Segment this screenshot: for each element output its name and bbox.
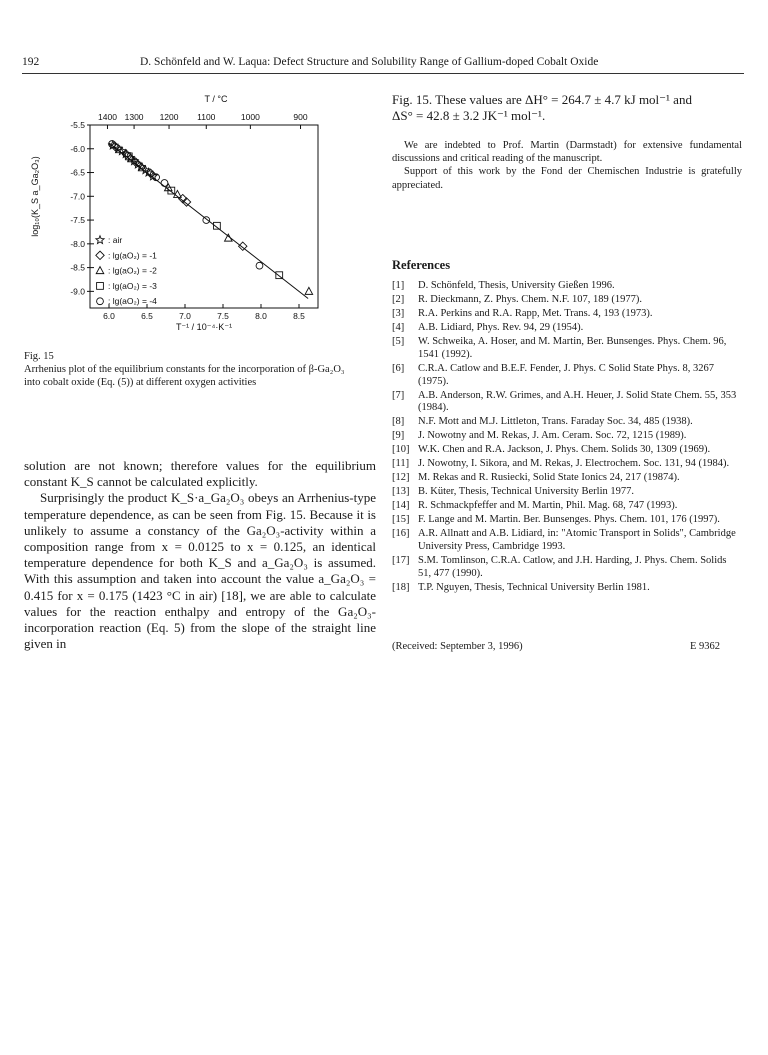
reference-number: [10] [392,444,410,456]
reference-number: [7] [392,389,405,401]
reference-text: W. Schweika, A. Hoser, and M. Martin, Ber. Bunsenges. Phys. Chem. 96, 1541 (1992). [418,335,727,360]
reference-text: T.P. Nguyen, Thesis, Technical University Berlin 1981. [418,581,650,593]
x-tick-label: 6.0 [103,311,115,321]
y-tick-label: -8.5 [70,262,85,273]
y-tick-label: -7.0 [70,191,85,202]
reference-item [392,444,742,457]
reference-number: [11] [392,458,410,470]
figure-caption: Arrhenius plot of the equilibrium constants for the incorporation of β-Ga₂O₃ into cobalt oxide (Eq. (5)) at different oxygen activities [24,364,345,388]
reference-text: F. Lange and M. Martin. Ber. Bunsenges. Phys. Chem. 101, 176 (1997). [418,514,720,526]
data-point-circle [161,180,168,187]
legend-label: : lg(aO₂) = -1 [108,250,157,261]
reference-item [392,472,742,485]
reference-number: [16] [392,528,410,540]
reference-text: J. Nowotny and M. Rekas, J. Am. Ceram. Soc. 72, 1215 (1989). [418,430,687,442]
legend-label: : lg(aO₂) = -4 [108,296,157,307]
header-rule [22,73,744,74]
reference-number: [18] [392,581,410,593]
legend-label: : air [108,235,123,246]
reference-item [392,280,742,293]
reference-text: A.B. Anderson, R.W. Grimes, and A.H. Heuer, J. Solid State Chem. 55, 353 (1984). [418,389,737,414]
y-tick-label: -6.5 [70,167,85,178]
received-date: (Received: September 3, 1996) [392,641,523,652]
x-tick-label: 7.0 [179,311,191,321]
figure-label: Fig. 15 [24,351,54,362]
reference-text: A.B. Lidiard, Phys. Rev. 94, 29 (1954). [418,321,584,333]
y-axis-label: log₁₀(K_S a_Ga₂O₃) [30,156,40,237]
legend-label: : lg(aO₂) = -2 [108,265,157,276]
running-title: D. Schönfeld and W. Laqua: Defect Structure and Solubility Range of Gallium-doped Cobalt Oxide [140,56,599,68]
reference-number: [14] [392,500,410,512]
legend-marker-square [97,283,104,290]
reference-number: [15] [392,514,410,526]
reference-text: J. Nowotny, I. Sikora, and M. Rekas, J. Electrochem. Soc. 131, 94 (1984). [418,458,730,470]
reference-number: [13] [392,486,410,498]
y-tick-label: -8.0 [70,238,85,249]
reference-number: [5] [392,335,405,347]
legend-marker-circle [97,298,104,305]
reference-text: A.R. Allnatt and A.B. Lidiard, in: "Atomic Transport in Solids", Cambridge University Press, Cambridge 1993. [418,528,736,552]
paragraph-2: Surprisingly the product K_S·a_Ga₂O₃ obeys an Arrhenius-type temperature dependence, as can be seen from Fig. 15. Because it is unlikely to assume a constancy of the Ga₂O₃-activity within a composition range from x = 0.0125 to x = 0.125, an identical temperature dependence for both K_S and a_Ga₂O₃ is assumed. With this assumption and taken into account the value a_Ga₂O₃ = 0.415 for x = 0.175 (1423 °C in air) [18], we are able to calculate values for the reaction enthalpy and entropy of the Ga₂O₃-incorporation reaction (Eq. 5) from the slope of the straight line given in [24,490,376,652]
x-tick-label: 7.5 [217,311,229,321]
top-tick-label: 1200 [159,112,179,122]
reference-item [392,430,742,443]
reference-item [392,528,742,554]
top-axis-label: T / °C [204,94,228,104]
reference-text: C.R.A. Catlow and B.E.F. Fender, J. Phys. C Solid State Phys. 8, 3267 (1975). [418,362,714,387]
arrhenius-plot [24,90,354,348]
page-number: 192 [22,56,40,68]
reference-item [392,363,742,389]
data-point-triangle [305,287,313,294]
y-tick-label: -7.5 [70,215,85,226]
reference-number: [4] [392,321,405,333]
reference-item [392,500,742,513]
reference-item [392,514,742,527]
reference-number: [1] [392,280,405,291]
reference-text: R. Schmackpfeffer and M. Martin, Phil. Mag. 68, 747 (1993). [418,500,678,512]
y-tick-label: -5.5 [70,120,85,130]
references-list [392,280,742,596]
reference-text: R. Dieckmann, Z. Phys. Chem. N.F. 107, 189 (1977). [418,293,643,305]
data-point-triangle [225,234,233,241]
top-tick-label: 1300 [124,112,144,122]
reference-item [392,486,742,499]
data-point-circle [256,262,263,269]
reference-item [392,322,742,335]
reference-text: D. Schönfeld, Thesis, University Gießen 1996. [418,280,615,291]
x-tick-label: 6.5 [141,311,153,321]
y-tick-label: -6.0 [70,143,85,154]
reference-item [392,390,742,416]
legend-label: : lg(aO₂) = -3 [108,280,157,291]
continuation-line-1: Fig. 15. These values are ΔH° = 264.7 ± 4.7 kJ mol⁻¹ and [392,92,692,107]
legend-marker-star [96,236,104,244]
reference-text: N.F. Mott and M.J. Littleton, Trans. Faraday Soc. 34, 485 (1938). [418,416,693,428]
paragraph-1: solution are not known; therefore values for the equilibrium constant K_S cannot be calculated explicitly. [24,458,376,490]
x-axis-label: T⁻¹ / 10⁻⁴·K⁻¹ [175,322,233,332]
reference-text: M. Rekas and R. Rusiecki, Solid State Ionics 24, 217 (19874). [418,472,680,484]
reference-item [392,582,742,595]
top-tick-label: 900 [293,112,308,122]
references-heading: References [392,258,451,272]
continuation-text [392,92,742,124]
top-tick-label: 1100 [197,112,216,122]
figure-15 [24,90,354,348]
reference-item [392,308,742,321]
acknowledgements [392,139,742,192]
x-tick-label: 8.5 [293,311,305,321]
body-text-left [24,458,376,652]
reference-number: [12] [392,472,410,484]
reference-item [392,458,742,471]
x-tick-label: 8.0 [255,311,267,321]
continuation-line-2: ΔS° = 42.8 ± 3.2 JK⁻¹ mol⁻¹. [392,108,546,124]
reference-number: [3] [392,307,405,319]
legend-marker-triangle [96,267,104,274]
reference-text: R.A. Perkins and R.A. Rapp, Met. Trans. 4, 193 (1973). [418,307,653,319]
reference-item [392,336,742,362]
reference-number: [6] [392,362,405,374]
reference-item [392,294,742,307]
reference-number: [17] [392,554,410,566]
ack-paragraph-1: We are indebted to Prof. Martin (Darmstadt) for extensive fundamental discussions and critical reading of the manuscript. [392,140,742,165]
data-point-circle [203,217,210,224]
legend-marker-diamond [96,251,104,259]
reference-item [392,416,742,429]
reference-item [392,555,742,581]
reference-text: S.M. Tomlinson, C.R.A. Catlow, and J.H. Harding, J. Phys. Chem. Solids 51, 477 (1990). [418,554,727,579]
ack-paragraph-2: Support of this work by the Fond der Chemischen Industrie is gratefully appreciated. [392,166,742,191]
top-tick-label: 1400 [98,112,117,122]
y-tick-label: -9.0 [70,286,85,297]
top-tick-label: 1000 [240,112,260,122]
reference-number: [8] [392,416,405,428]
reference-number: [9] [392,430,405,442]
reference-number: [2] [392,293,405,305]
reference-text: W.K. Chen and R.A. Jackson, J. Phys. Chem. Solids 30, 1309 (1969). [418,444,711,456]
article-code: E 9362 [690,641,721,652]
reference-text: B. Küter, Thesis, Technical University Berlin 1977. [418,486,635,498]
